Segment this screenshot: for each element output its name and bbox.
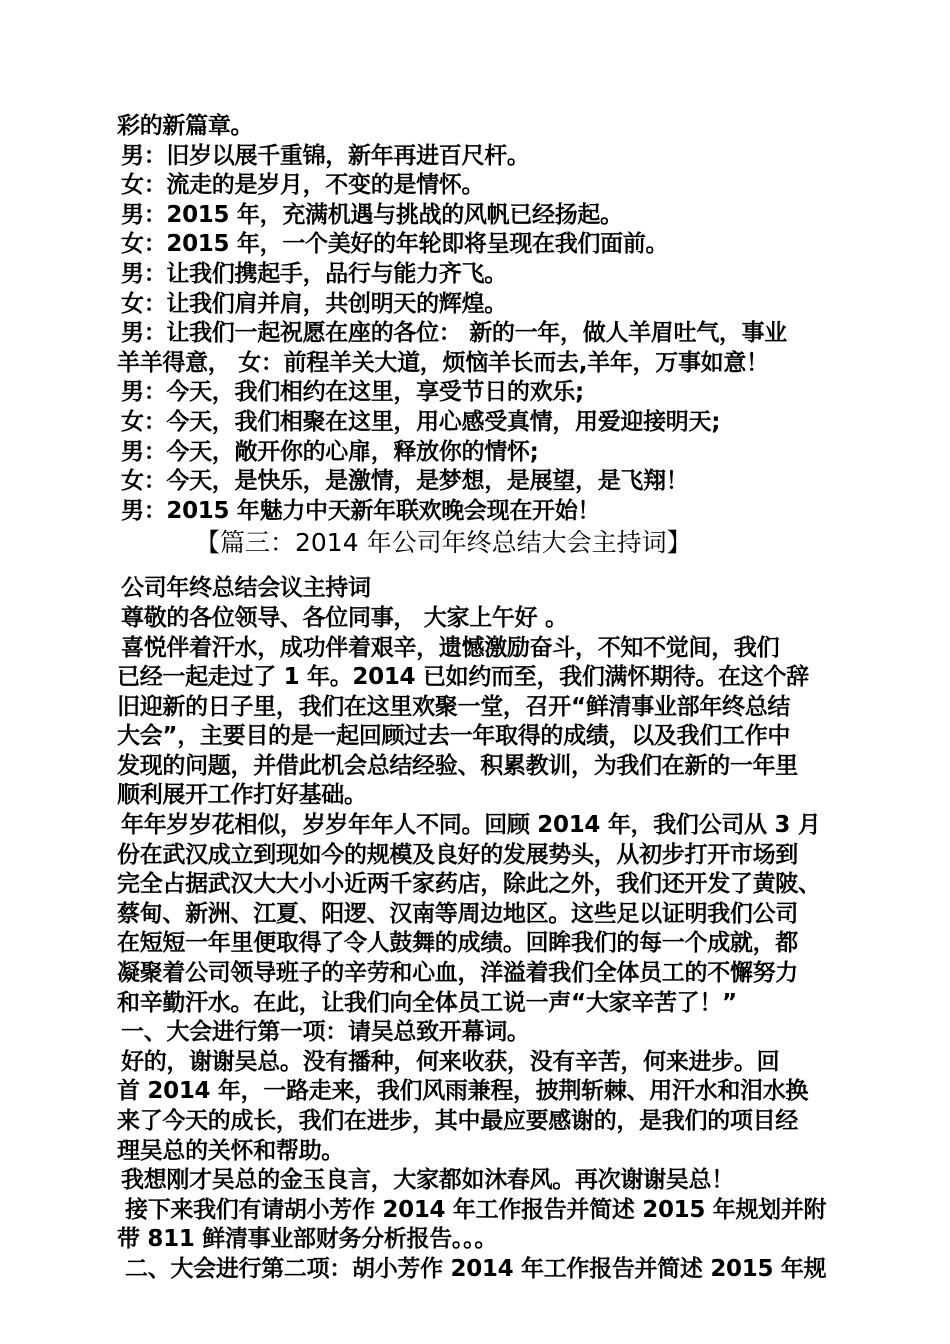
text-line: 凝聚着公司领导班子的辛劳和心血，洋溢着我们全体员工的不懈努力	[117, 960, 799, 987]
text-line: 羊羊得意， 女：前程羊关大道，烦恼羊长而去,羊年，万事如意！	[117, 349, 769, 376]
text-line: 理吴总的关怀和帮助。	[117, 1137, 345, 1164]
text-line: 蔡甸、新洲、江夏、阳逻、汉南等周边地区。这些足以证明我们公司	[117, 900, 799, 927]
text-line: 女：流走的是岁月，不变的是情怀。	[121, 172, 485, 199]
text-line: 旧迎新的日子里，我们在这里欢聚一堂，召开“鲜清事业部年终总结	[117, 693, 791, 720]
text-line: 女：今天，是快乐，是激情，是梦想，是展望，是飞翔！	[121, 468, 689, 495]
text-line: 份在武汉成立到现如今的规模及良好的发展势头，从初步打开市场到	[117, 841, 799, 868]
section-heading: 【篇三：2014 年公司年终总结大会主持词】	[195, 528, 692, 558]
text-line: 女：让我们肩并肩，共创明天的辉煌。	[121, 290, 507, 317]
text-line: 彩的新篇章。	[117, 113, 254, 139]
text-line: 公司年终总结会议主持词	[121, 575, 371, 602]
text-line: 大会”，主要目的是一起回顾过去一年取得的成绩，以及我们工作中	[117, 723, 791, 750]
text-line: 女：2015 年，一个美好的年轮即将呈现在我们面前。	[121, 231, 669, 258]
text-line: 男：2015 年，充满机遇与挑战的风帆已经扬起。	[121, 201, 623, 228]
text-line: 男：让我们一起祝愿在座的各位： 新的一年，做人羊眉吐气，事业	[121, 320, 788, 347]
text-line: 一、大会进行第一项：请吴总致开幕词。	[121, 1019, 530, 1046]
text-line: 来了今天的成长，我们在进步，其中最应要感谢的，是我们的项目经	[117, 1108, 799, 1134]
text-line: 年年岁岁花相似，岁岁年年人不同。回顾 2014 年，我们公司从 3 月	[121, 812, 821, 839]
text-line: 在短短一年里便取得了令人鼓舞的成绩。回眸我们的每一个成就，都	[117, 930, 799, 957]
text-line: 首 2014 年，一路走来，我们风雨兼程，披荆斩棘、用汗水和泪水换	[117, 1078, 809, 1105]
document-body	[117, 112, 842, 1285]
text-line: 尊敬的各位领导、各位同事， 大家上午好 。	[121, 604, 568, 631]
text-line: 发现的问题，并借此机会总结经验、积累教训，为我们在新的一年里	[117, 752, 799, 779]
text-line: 喜悦伴着汗水，成功伴着艰辛，遗憾激励奋斗，不知不觉间，我们	[121, 634, 780, 661]
text-line: 二、大会进行第二项：胡小芳作 2014 年工作报告并简述 2015 年规	[125, 1255, 827, 1282]
text-line: 顺利展开工作打好基础。	[117, 782, 367, 809]
text-line: 完全占据武汉大大小小近两千家药店，除此之外，我们还开发了黄陂、	[117, 871, 821, 898]
text-line: 男：旧岁以展千重锦，新年再进百尺杆。	[121, 142, 530, 169]
text-line: 男：今天，我们相约在这里，享受节日的欢乐;	[121, 379, 584, 406]
text-line: 男：让我们携起手，品行与能力齐飞。	[121, 260, 507, 287]
text-line: 男：今天，敞开你的心扉，释放你的情怀;	[121, 438, 539, 465]
text-line: 和辛勤汗水。在此，让我们向全体员工说一声“大家辛苦了！”	[117, 989, 737, 1016]
text-line: 男：2015 年魅力中天新年联欢晚会现在开始！	[121, 497, 601, 524]
text-line: 已经一起走过了 1 年。2014 已如约而至，我们满怀期待。在这个辞	[117, 664, 809, 691]
text-line: 接下来我们有请胡小芳作 2014 年工作报告并简述 2015 年规划并附	[125, 1196, 827, 1223]
text-line: 我想刚才吴总的金玉良言，大家都如沐春风。再次谢谢吴总！	[121, 1167, 734, 1194]
text-line: 女：今天，我们相聚在这里，用心感受真情，用爱迎接明天;	[121, 408, 721, 435]
text-line: 好的，谢谢吴总。没有播种，何来收获，没有辛苦，何来进步。回	[121, 1048, 780, 1075]
text-line: 带 811 鲜清事业部财务分析报告。。。	[117, 1226, 498, 1253]
